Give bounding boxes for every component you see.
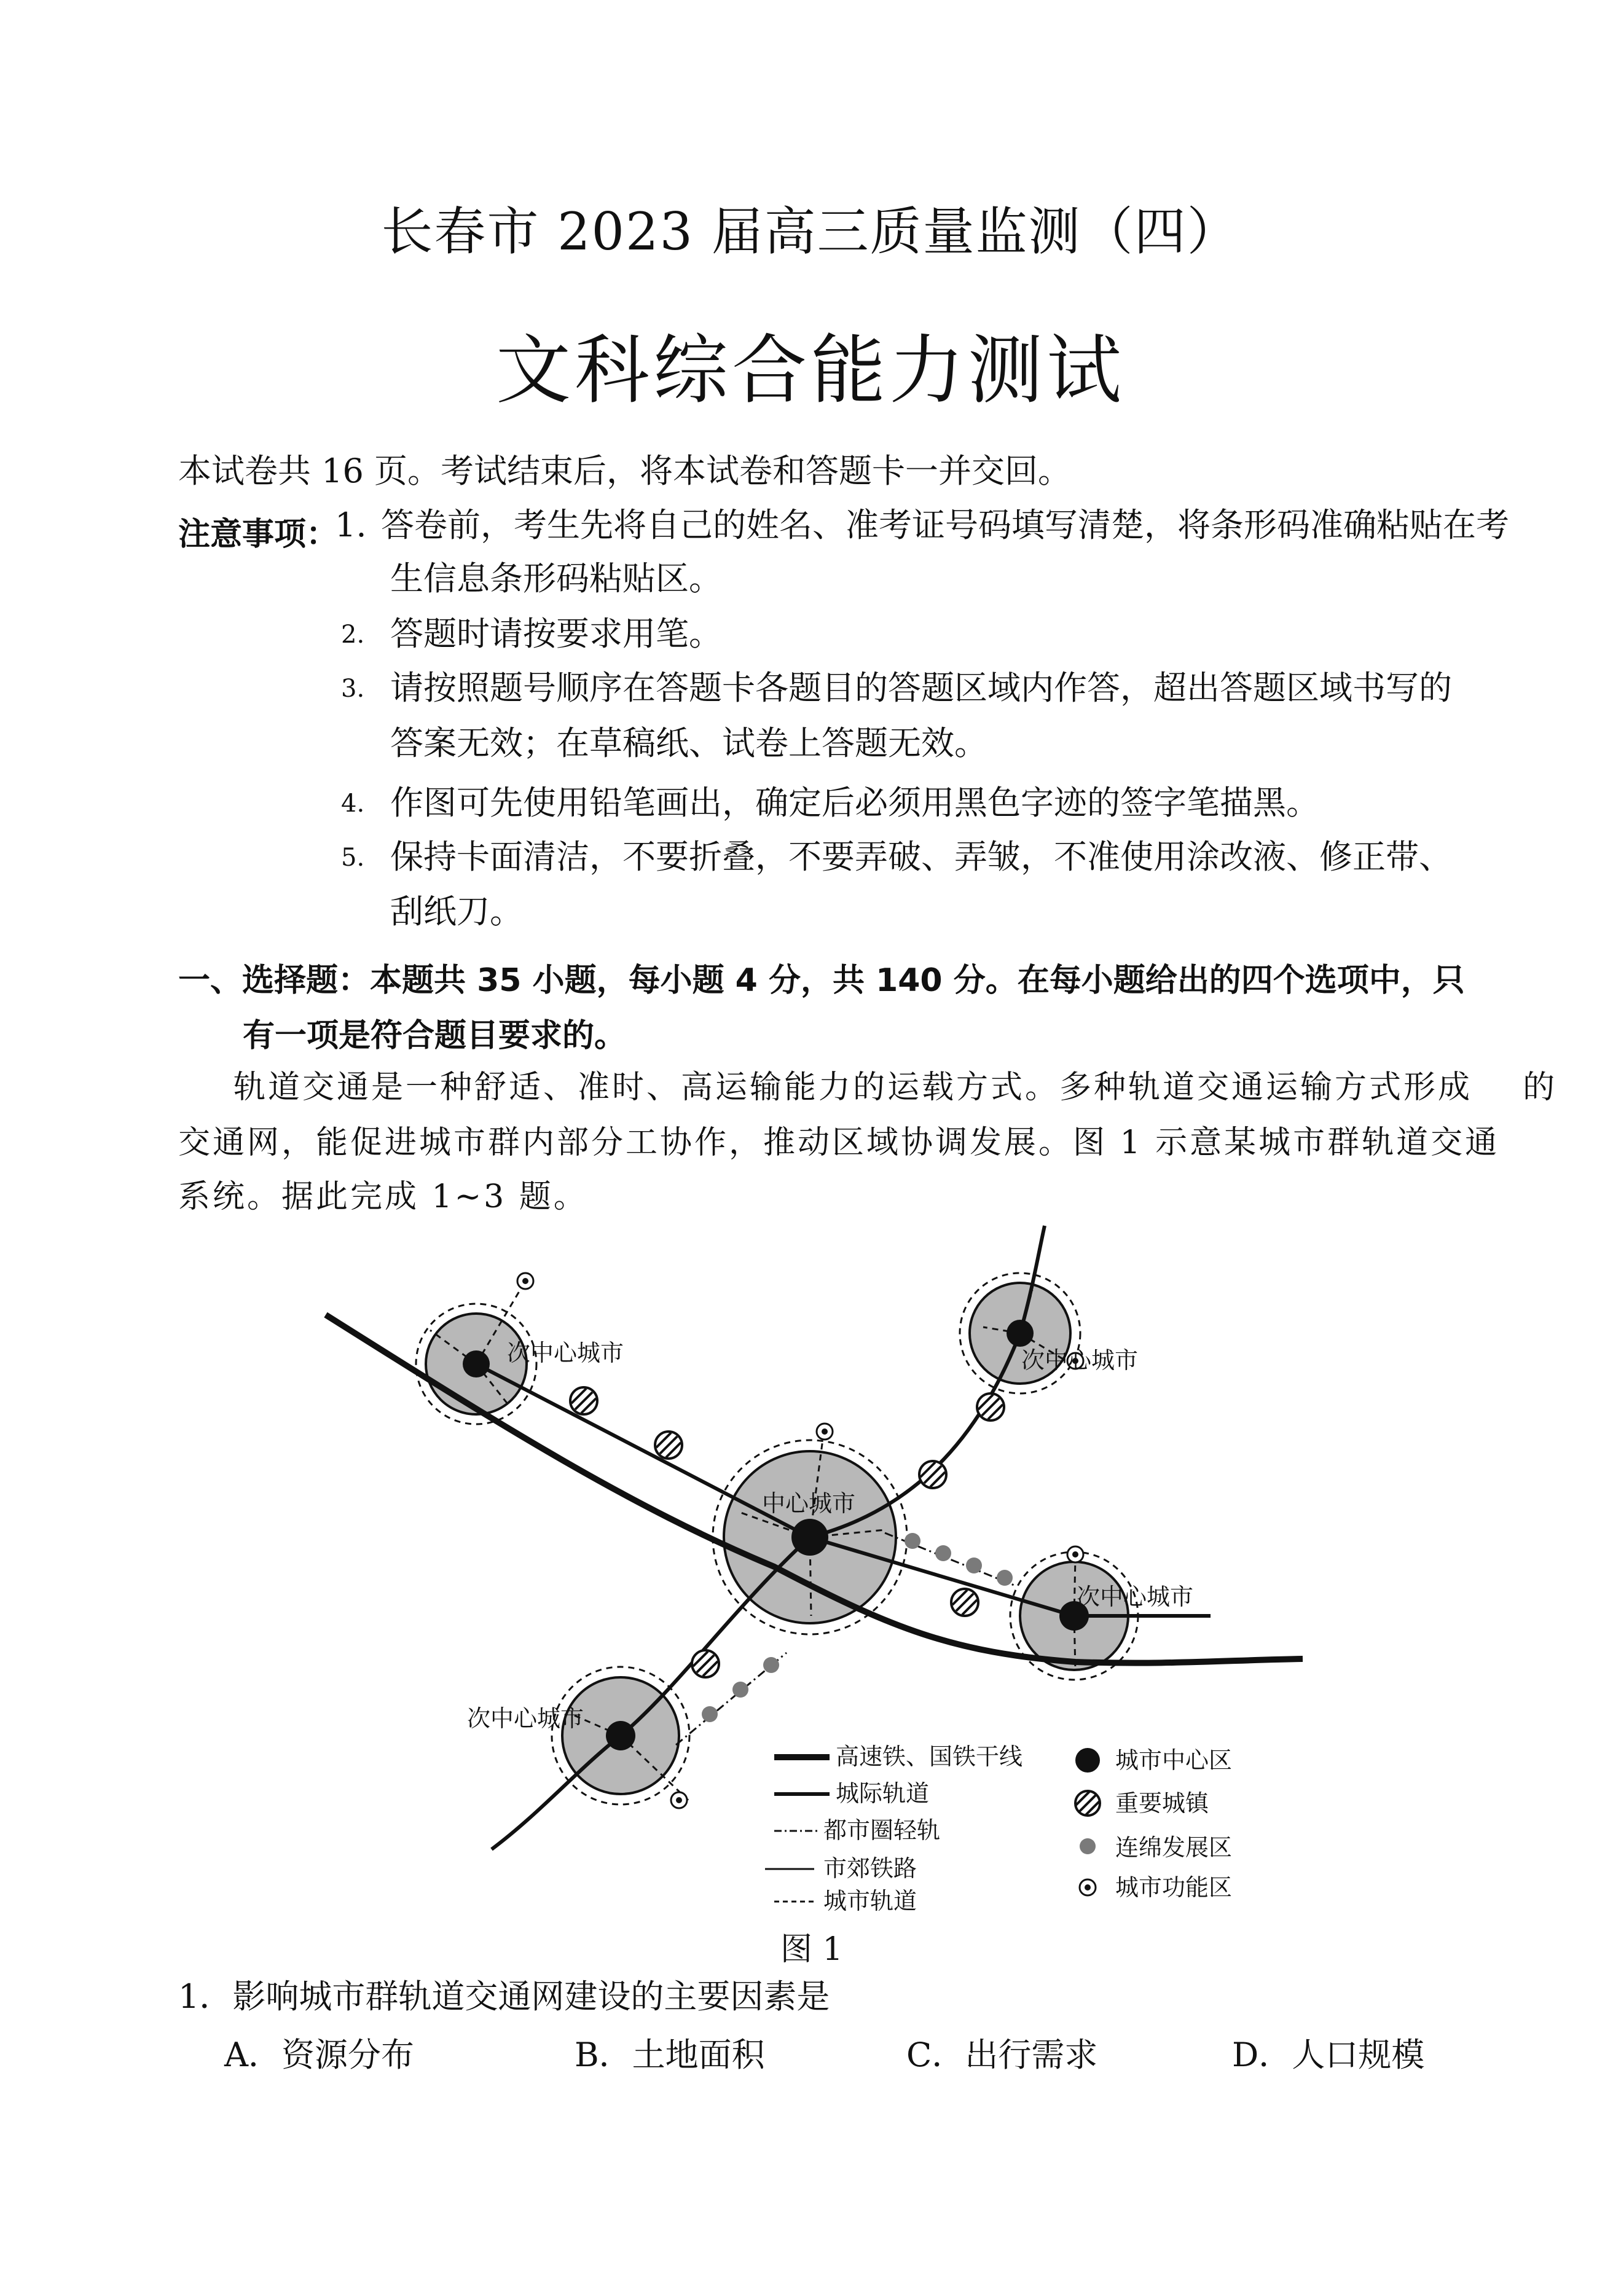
passage-line-3: 系统。据此完成 1~3 题。 xyxy=(178,1178,588,1215)
legend-metro-light-rail: 都市圈轻轨 xyxy=(823,1818,941,1844)
section-heading-line2: 有一项是符合题目要求的。 xyxy=(243,1017,627,1054)
legend-city-function: 城市功能区 xyxy=(1115,1875,1233,1901)
label-sub-city-ne: 次中心城市 xyxy=(1021,1348,1139,1374)
rail-network-map xyxy=(307,1223,1315,1972)
question-1-option-a[interactable]: A．资源分布 xyxy=(224,2035,414,2074)
notice-item-2-num: 2. xyxy=(341,621,365,649)
label-sub-city-e: 次中心城市 xyxy=(1077,1585,1194,1610)
legend-high-speed: 高速铁、国铁干线 xyxy=(836,1744,1023,1770)
question-1-option-c[interactable]: C．出行需求 xyxy=(906,2035,1098,2074)
legend-important-town: 重要城镇 xyxy=(1115,1791,1209,1817)
legend-city-center: 城市中心区 xyxy=(1115,1748,1233,1774)
legend-intercity: 城际轨道 xyxy=(836,1781,930,1807)
notice-item-3-line1: 请按照题号顺序在答题卡各题目的答题区域内作答，超出答题区域书写的 xyxy=(390,668,1452,707)
label-sub-city-nw: 次中心城市 xyxy=(507,1341,624,1366)
legend-urban-rail: 城市轨道 xyxy=(823,1889,917,1914)
notice-item-1-line1: 答卷前，考生先将自己的姓名、准考证号码填写清楚，将条形码准确粘贴在考 xyxy=(381,506,1509,544)
question-1-stem: 1．影响城市群轨道交通网建设的主要因素是 xyxy=(178,1977,830,2016)
notice-item-2-line1: 答题时请按要求用笔。 xyxy=(390,614,722,653)
notice-item-3-num: 3. xyxy=(341,675,365,703)
notice-label: 注意事项： xyxy=(178,516,339,553)
question-1-option-b[interactable]: B．土地面积 xyxy=(575,2035,765,2074)
notice-item-5-line1: 保持卡面清洁，不要折叠，不要弄破、弄皱，不准使用涂改液、修正带、 xyxy=(390,837,1452,876)
subject-title: 文科综合能力测试 xyxy=(496,327,1125,414)
legend-suburban: 市郊铁路 xyxy=(823,1856,917,1882)
notice-item-4-line1: 作图可先使用铅笔画出，确定后必须用黑色字迹的签字笔描黑。 xyxy=(390,783,1319,822)
label-center-city: 中心城市 xyxy=(762,1491,856,1517)
passage-line-1: 轨道交通是一种舒适、准时、高运输能力的运载方式。多种轨道交通运输方式形成 的 xyxy=(234,1069,1558,1106)
passage-line-2: 交通网，能促进城市群内部分工协作，推动区域协调发展。图 1 示意某城市群轨道交通 xyxy=(178,1124,1500,1161)
exam-title: 长春市 2023 届高三质量监测（四） xyxy=(381,202,1240,262)
notice-item-5-line2: 刮纸刀。 xyxy=(390,892,523,931)
intro-text: 本试卷共 16 页。考试结束后，将本试卷和答题卡一并交回。 xyxy=(178,452,1072,490)
question-1-option-d[interactable]: D．人口规模 xyxy=(1232,2035,1425,2074)
label-sub-city-sw: 次中心城市 xyxy=(467,1706,584,1732)
section-heading-line1: 一、选择题：本题共 35 小题，每小题 4 分，共 140 分。在每小题给出的四个选项中，只 xyxy=(178,962,1465,999)
figure-caption: 图 1 xyxy=(780,1931,843,1968)
notice-item-3-line2: 答案无效；在草稿纸、试卷上答题无效。 xyxy=(390,724,987,762)
legend-continuous-development: 连绵发展区 xyxy=(1115,1835,1233,1861)
map-legend xyxy=(765,1744,1232,1914)
notice-item-1-line2: 生信息条形码粘贴区。 xyxy=(390,559,722,598)
notice-item-5-num: 5. xyxy=(341,844,365,872)
notice-item-1-num: 1. xyxy=(335,506,367,544)
notice-item-4-num: 4. xyxy=(341,789,365,818)
